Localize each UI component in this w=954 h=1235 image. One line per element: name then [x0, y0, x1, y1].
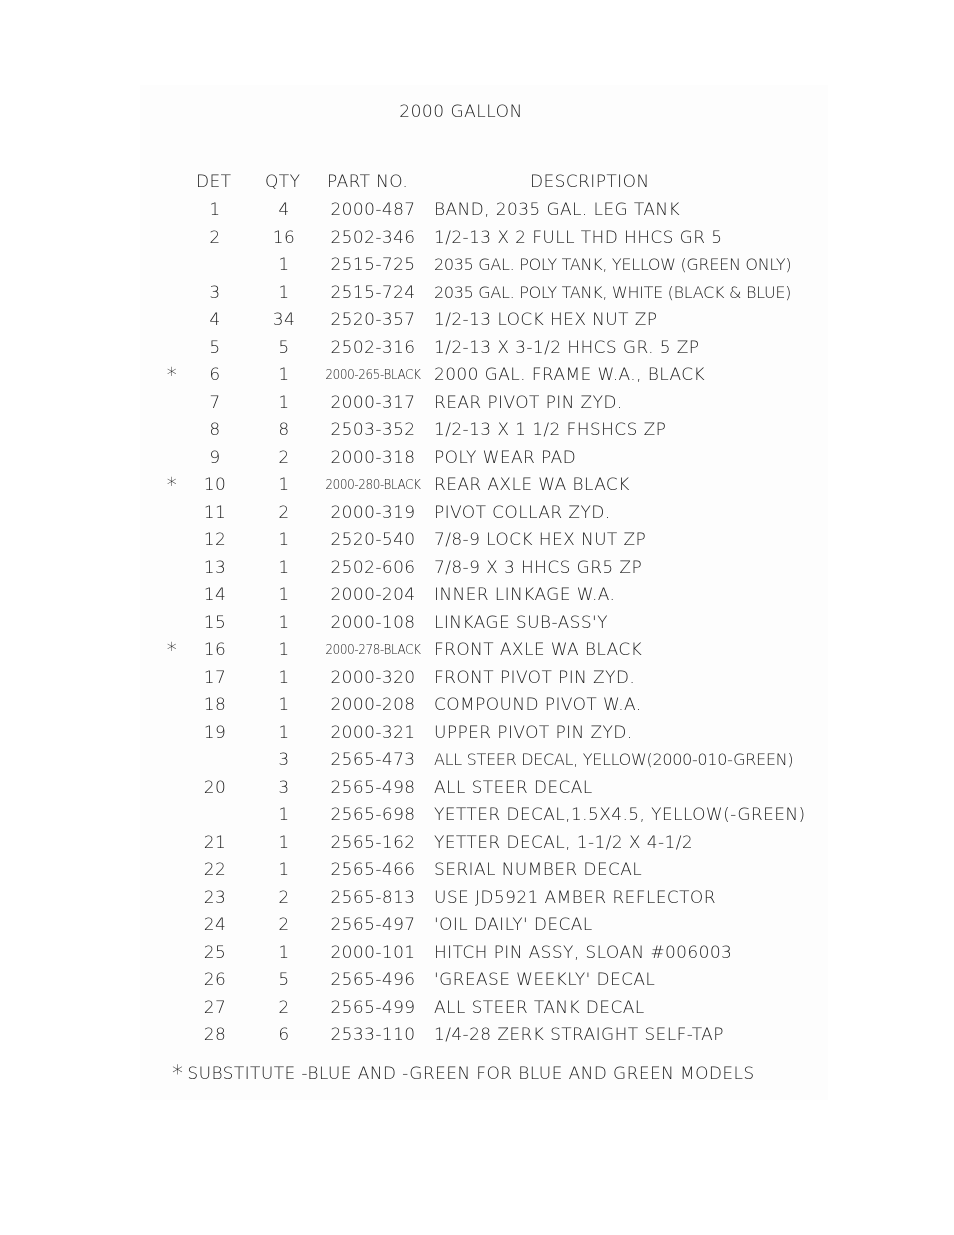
table-row: [0, 637, 954, 665]
part-number-cell: 2565-473: [330, 750, 416, 770]
table-row: [0, 555, 954, 583]
det-cell: 6: [209, 365, 221, 385]
det-cell: 15: [203, 612, 227, 633]
table-row: [0, 472, 954, 500]
description-cell: FRONT AXLE WA BLACK: [434, 640, 643, 660]
description-cell: USE JD5921 AMBER REFLECTOR: [434, 887, 716, 908]
table-row: [0, 390, 954, 418]
qty-cell: 5: [278, 970, 290, 990]
description-cell: YETTER DECAL, 1-1/2 X 4-1/2: [434, 832, 694, 853]
description-cell: 7/8-9 LOCK HEX NUT ZP: [434, 530, 647, 550]
part-number-cell: 2565-162: [330, 832, 416, 853]
table-row: [0, 527, 954, 555]
qty-cell: 1: [278, 392, 290, 413]
table-row: [0, 307, 954, 335]
part-number-cell: 2000-101: [330, 942, 416, 963]
det-cell: 20: [203, 777, 227, 798]
det-cell: 2: [209, 227, 221, 248]
table-row: [0, 995, 954, 1023]
table-row: [0, 720, 954, 748]
part-number-cell: 2000-320: [330, 667, 416, 688]
det-cell: 12: [203, 530, 227, 550]
det-cell: 27: [203, 997, 227, 1018]
description-cell: 2000 GAL. FRAME W.A., BLACK: [434, 365, 706, 385]
table-row: [0, 802, 954, 830]
det-cell: 8: [209, 420, 221, 440]
det-cell: 3: [209, 282, 221, 303]
det-cell: 28: [203, 1025, 227, 1045]
qty-cell: 1: [278, 832, 290, 853]
part-number-cell: 2000-208: [330, 695, 416, 715]
det-cell: 26: [203, 970, 227, 990]
qty-cell: 1: [278, 860, 290, 880]
substitute-asterisk-icon: *: [166, 638, 178, 662]
qty-cell: 1: [278, 282, 290, 303]
part-number-cell: 2565-498: [330, 777, 416, 798]
page-title: 2000 GALLON: [399, 102, 523, 122]
table-row: [0, 1022, 954, 1050]
part-number-cell: 2502-606: [330, 557, 416, 578]
det-cell: 11: [203, 502, 227, 523]
part-number-cell: 2000-321: [330, 722, 416, 743]
table-row: [0, 252, 954, 280]
part-number-cell: 2565-497: [330, 915, 416, 935]
table-row: [0, 445, 954, 473]
description-cell: 2035 GAL. POLY TANK, YELLOW (GREEN ONLY): [434, 255, 792, 274]
table-row: [0, 610, 954, 638]
parts-table: [0, 197, 954, 1050]
det-cell: 21: [203, 832, 227, 853]
part-number-cell: 2565-813: [330, 887, 416, 908]
qty-cell: 3: [278, 777, 290, 798]
description-cell: SERIAL NUMBER DECAL: [434, 860, 643, 880]
part-number-cell: 2000-204: [330, 585, 416, 605]
det-cell: 24: [203, 915, 227, 935]
det-cell: 18: [203, 695, 227, 715]
description-cell: PIVOT COLLAR ZYD.: [434, 502, 611, 523]
column-header-det: DET: [196, 172, 232, 192]
qty-cell: 1: [278, 475, 290, 495]
table-row: [0, 747, 954, 775]
qty-cell: 1: [278, 585, 290, 605]
description-cell: LINKAGE SUB-ASS'Y: [434, 612, 608, 633]
part-number-cell: 2000-319: [330, 502, 416, 523]
description-cell: UPPER PIVOT PIN ZYD.: [434, 722, 633, 743]
table-row: [0, 692, 954, 720]
table-row: [0, 500, 954, 528]
description-cell: 7/8-9 X 3 HHCS GR5 ZP: [434, 557, 643, 578]
table-row: [0, 775, 954, 803]
qty-cell: 6: [278, 1025, 290, 1045]
column-header-description: DESCRIPTION: [530, 172, 650, 192]
qty-cell: 1: [278, 365, 290, 385]
part-number-cell: 2000-265-BLACK: [325, 368, 421, 383]
substitute-asterisk-icon: *: [166, 363, 178, 387]
part-number-cell: 2565-499: [330, 997, 416, 1018]
det-cell: 17: [203, 667, 227, 688]
description-cell: ALL STEER TANK DECAL: [434, 997, 645, 1018]
part-number-cell: 2515-724: [330, 282, 416, 303]
qty-cell: 1: [278, 530, 290, 550]
description-cell: REAR AXLE WA BLACK: [434, 475, 630, 495]
qty-cell: 1: [278, 695, 290, 715]
part-number-cell: 2533-110: [330, 1025, 416, 1045]
part-number-cell: 2502-316: [330, 337, 416, 358]
description-cell: INNER LINKAGE W.A.: [434, 585, 616, 605]
part-number-cell: 2565-698: [330, 805, 416, 825]
qty-cell: 2: [278, 447, 290, 468]
qty-cell: 1: [278, 255, 290, 275]
description-cell: FRONT PIVOT PIN ZYD.: [434, 667, 636, 688]
description-cell: POLY WEAR PAD: [434, 447, 577, 468]
description-cell: 'GREASE WEEKLY' DECAL: [434, 970, 656, 990]
description-cell: ALL STEER DECAL, YELLOW(2000-010-GREEN): [434, 750, 794, 769]
qty-cell: 1: [278, 667, 290, 688]
table-row: [0, 665, 954, 693]
det-cell: 13: [203, 557, 227, 578]
qty-cell: 8: [278, 420, 290, 440]
qty-cell: 16: [272, 227, 296, 248]
description-cell: HITCH PIN ASSY, SLOAN #006003: [434, 942, 733, 963]
description-cell: 1/2-13 X 1 1/2 FHSHCS ZP: [434, 420, 667, 440]
part-number-cell: 2000-317: [330, 392, 416, 413]
table-row: [0, 225, 954, 253]
part-number-cell: 2520-540: [330, 530, 416, 550]
qty-cell: 1: [278, 557, 290, 578]
substitute-asterisk-icon: *: [166, 473, 178, 497]
table-row: [0, 197, 954, 225]
part-number-cell: 2000-318: [330, 447, 416, 468]
description-cell: REAR PIVOT PIN ZYD.: [434, 392, 623, 413]
table-row: [0, 857, 954, 885]
table-row: [0, 830, 954, 858]
part-number-cell: 2565-496: [330, 970, 416, 990]
det-cell: 25: [203, 942, 227, 963]
qty-cell: 34: [272, 310, 296, 330]
column-header-part-no: PART NO.: [327, 172, 409, 192]
det-cell: 4: [209, 310, 221, 330]
table-row: [0, 967, 954, 995]
part-number-cell: 2000-487: [330, 200, 416, 220]
qty-cell: 2: [278, 887, 290, 908]
table-row: [0, 885, 954, 913]
part-number-cell: 2520-357: [330, 310, 416, 330]
description-cell: 1/4-28 ZERK STRAIGHT SELF-TAP: [434, 1025, 724, 1045]
part-number-cell: 2000-108: [330, 612, 416, 633]
qty-cell: 5: [278, 337, 290, 358]
det-cell: 7: [209, 392, 221, 413]
description-cell: 'OIL DAILY' DECAL: [434, 915, 593, 935]
table-row: [0, 582, 954, 610]
description-cell: 1/2-13 LOCK HEX NUT ZP: [434, 310, 658, 330]
description-cell: BAND, 2035 GAL. LEG TANK: [434, 200, 681, 220]
footnote-text: SUBSTITUTE -BLUE AND -GREEN FOR BLUE AND GREEN MODELS: [187, 1064, 755, 1084]
table-row: [0, 940, 954, 968]
det-cell: 5: [209, 337, 221, 358]
part-number-cell: 2515-725: [330, 255, 416, 275]
part-number-cell: 2565-466: [330, 860, 416, 880]
qty-cell: 1: [278, 640, 290, 660]
part-number-cell: 2503-352: [330, 420, 416, 440]
qty-cell: 1: [278, 612, 290, 633]
table-row: [0, 912, 954, 940]
det-cell: 23: [203, 887, 227, 908]
det-cell: 19: [203, 722, 227, 743]
table-row: [0, 362, 954, 390]
description-cell: 2035 GAL. POLY TANK, WHITE (BLACK & BLUE): [434, 282, 792, 302]
qty-cell: 1: [278, 722, 290, 743]
det-cell: 16: [203, 640, 227, 660]
table-row: [0, 335, 954, 363]
qty-cell: 2: [278, 502, 290, 523]
asterisk-icon: *: [172, 1062, 184, 1087]
description-cell: 1/2-13 X 2 FULL THD HHCS GR 5: [434, 227, 723, 248]
description-cell: 1/2-13 X 3-1/2 HHCS GR. 5 ZP: [434, 337, 700, 358]
qty-cell: 3: [278, 750, 290, 770]
part-number-cell: 2502-346: [330, 227, 416, 248]
table-row: [0, 417, 954, 445]
det-cell: 1: [209, 200, 221, 220]
qty-cell: 4: [278, 200, 290, 220]
description-cell: ALL STEER DECAL: [434, 777, 593, 798]
part-number-cell: 2000-280-BLACK: [325, 478, 421, 493]
description-cell: YETTER DECAL,1.5X4.5, YELLOW(-GREEN): [434, 805, 806, 825]
part-number-cell: 2000-278-BLACK: [325, 643, 421, 658]
qty-cell: 2: [278, 915, 290, 935]
qty-cell: 1: [278, 805, 290, 825]
table-row: [0, 280, 954, 308]
det-cell: 10: [203, 475, 227, 495]
det-cell: 9: [209, 447, 221, 468]
qty-cell: 1: [278, 942, 290, 963]
det-cell: 14: [203, 585, 227, 605]
qty-cell: 2: [278, 997, 290, 1018]
footnote: [172, 1062, 755, 1087]
column-header-qty: QTY: [265, 172, 301, 192]
det-cell: 22: [203, 860, 227, 880]
description-cell: COMPOUND PIVOT W.A.: [434, 695, 642, 715]
